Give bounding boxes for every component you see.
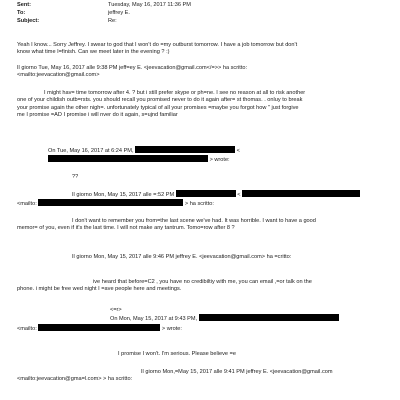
text-line: Yeah I know... Sorry Jeffrey. I swear to god that I won't do =my outburst tomorrow. I have a job tomorrow but don't — [17, 42, 298, 48]
text-line: one of your childish outb=rsts. you should recall you promised never to do it again after= st thomas. . onluy to break — [17, 97, 303, 104]
quote-header: Il giorno Mon, May 15, 2017 alle 9:46 PM jeffrey E. <jeevacation@gmail.com> ha =critto: — [72, 254, 292, 260]
reply-paragraph — [17, 42, 297, 57]
sent-label: Sent: — [17, 2, 31, 8]
text-line: phone. i might be free wed night I =ave people here and meetings. — [17, 286, 182, 293]
message-paragraph: I promise I won't. I'm serious. Please believe =e — [118, 351, 236, 357]
text-line: your promise again the other nigh=. unfortunately typical of all your promises =maybe you forgot how " just forgive — [17, 104, 299, 111]
redaction-box — [48, 155, 208, 162]
text-line: memor= of you, even if it's the last time. I will not make any tantrum. Tomo=row after 8 ? — [17, 225, 235, 232]
text-line: <mailto:jeevacation@gma=l.com> > ha scritto: — [17, 376, 133, 383]
redaction-box — [199, 314, 339, 321]
redaction-box — [38, 324, 160, 331]
quote-header — [17, 65, 247, 80]
text-line: Il giorno Tue, May 16, 2017 alle 9:38 PM jeff=ey E. <jeevacation@gmail.com</=>> ha scritto: — [17, 65, 248, 71]
subject-label: Subject: — [17, 18, 40, 24]
subject-value: Re: — [108, 18, 117, 24]
redaction-box — [135, 146, 235, 153]
sent-value: Tuesday, May 16, 2017 11:36 PM — [108, 2, 191, 8]
text-line: Il giorno Mon,=May 15, 2017 alle 9:41 PM jeffrey E. <jeevacation@gmail.com — [141, 369, 333, 375]
text-line: me I promise =AD I promise i will nver do it again, s=ujnd familiar — [17, 111, 178, 118]
text-line: I don't want to remember you from=the last scene we've had. It was horrible. I want to have a good — [72, 218, 316, 224]
quote-header — [17, 369, 333, 384]
text-line: ive heard that before=C2 , you have no credibiltiy with me, you can email ,=or talk on the — [93, 279, 312, 285]
redaction-box — [176, 190, 236, 197]
text-line: <mailto:jeevacation@gmail.com> — [17, 72, 100, 79]
quote-header: Il giorno Mon, May 15, 2017 alle =:52 PM < <mailto: > ha scritto: — [17, 190, 360, 209]
redaction-box — [38, 199, 183, 206]
message-paragraph — [17, 218, 316, 233]
to-value: jeffrey E. — [108, 10, 130, 16]
quote-header: On Tue, May 16, 2017 at 6:24 PM, < > wrote: — [48, 148, 240, 164]
text-line: I might hav= time tomorrow after 4. ? but i still prefer skype or ph=ne. I see no reason at all to risk another — [44, 90, 306, 96]
to-label: To: — [17, 10, 26, 16]
quote-header: <=r> On Mon, May 15, 2017 at 9:43 PM, <mailto: > wrote: — [17, 307, 339, 333]
message-paragraph — [17, 90, 305, 119]
message-paragraph — [17, 279, 312, 294]
question-text: ?? — [72, 174, 79, 180]
text-line: know what time I=finish. Can we meet later in the evening ? :) — [17, 49, 170, 56]
redaction-box — [242, 190, 360, 197]
